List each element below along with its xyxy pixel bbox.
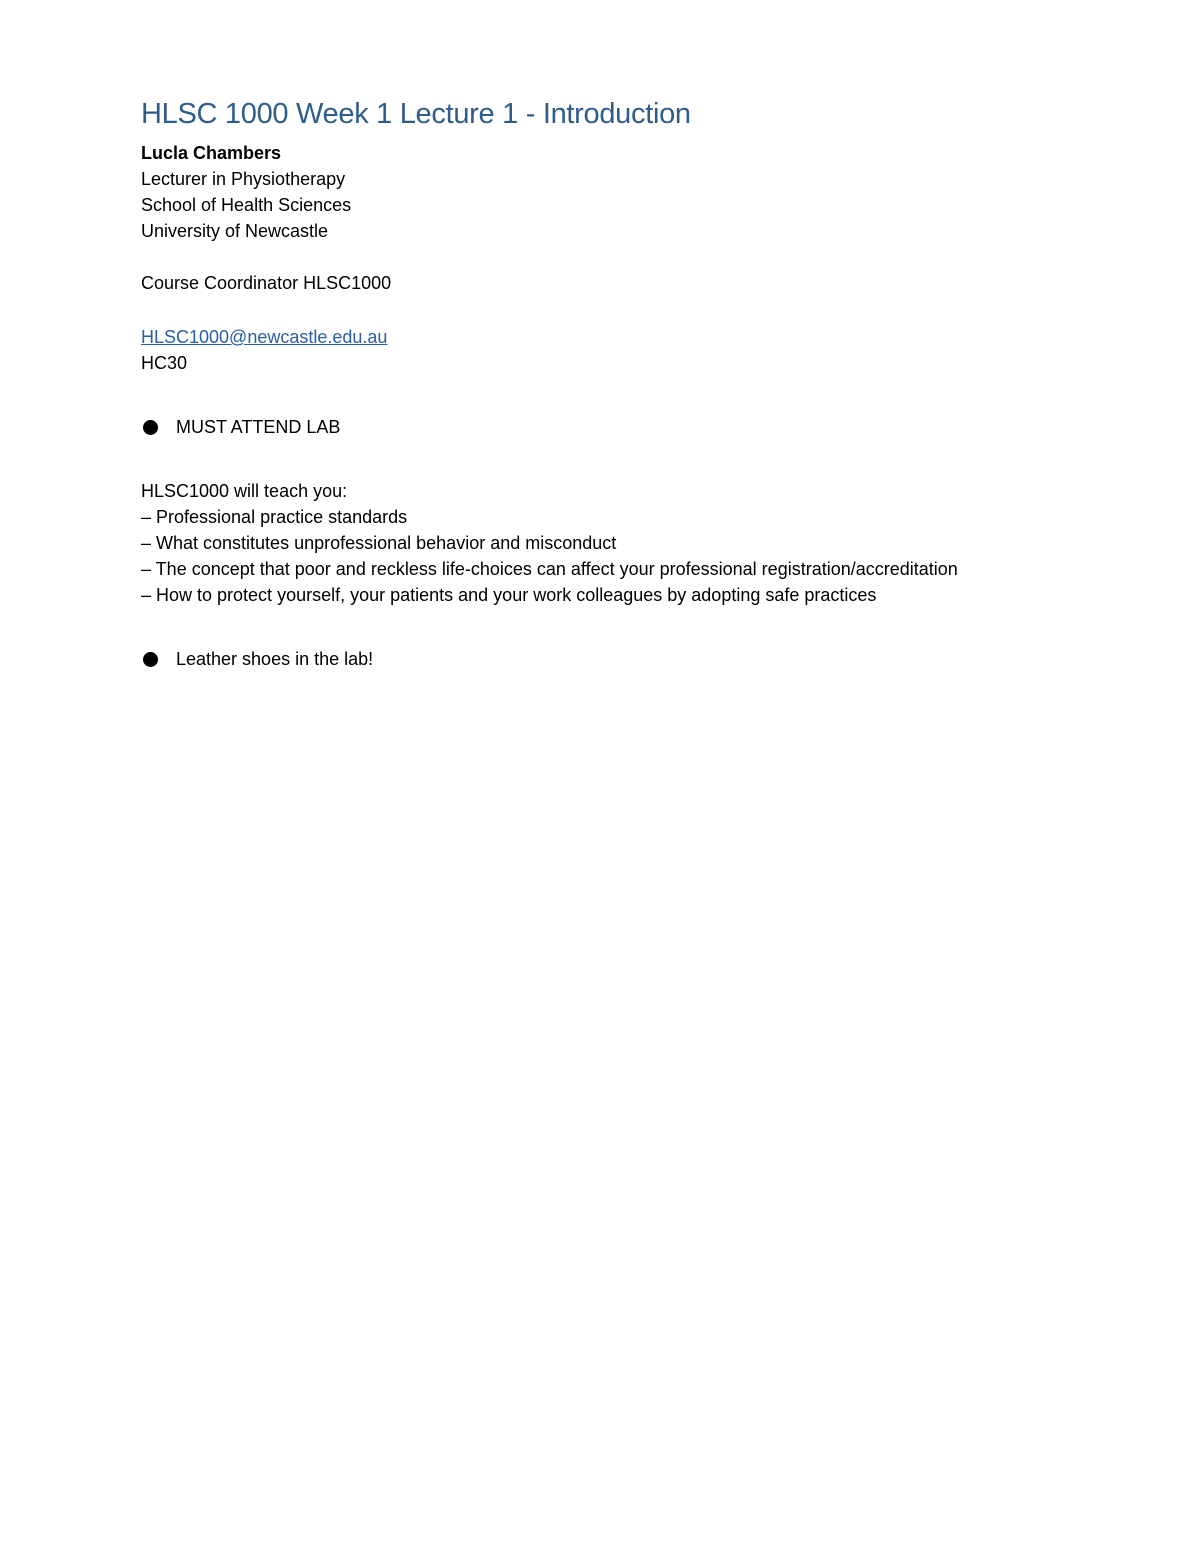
teach-item: – The concept that poor and reckless life-choices can affect your professional registration/accreditation bbox=[141, 559, 958, 579]
bullet-icon bbox=[143, 652, 158, 667]
bullet-item-must-attend-lab bbox=[141, 414, 1141, 440]
author-role: Lecturer in Physiotherapy bbox=[141, 169, 346, 189]
document-body bbox=[141, 96, 1141, 672]
spacer bbox=[141, 376, 1141, 414]
teach-item: – Professional practice standards bbox=[141, 507, 408, 527]
room-code: HC30 bbox=[141, 353, 188, 373]
course-coordinator: Course Coordinator HLSC1000 bbox=[141, 273, 392, 293]
spacer bbox=[141, 440, 1141, 478]
email-line bbox=[141, 324, 1141, 350]
spacer bbox=[141, 244, 1141, 270]
spacer bbox=[141, 608, 1141, 646]
bullet-text: MUST ATTEND LAB bbox=[176, 417, 341, 437]
teach-intro: HLSC1000 will teach you: bbox=[141, 481, 348, 501]
author-university: University of Newcastle bbox=[141, 221, 329, 241]
bullet-text: Leather shoes in the lab! bbox=[176, 649, 374, 669]
bullet-icon bbox=[143, 420, 158, 435]
spacer bbox=[141, 296, 1141, 324]
teach-item: – How to protect yourself, your patients and your work colleagues by adopting safe practices bbox=[141, 585, 877, 605]
author-school: School of Health Sciences bbox=[141, 195, 352, 215]
email-link[interactable]: HLSC1000@newcastle.edu.au bbox=[141, 327, 388, 347]
teach-item: – What constitutes unprofessional behavior and misconduct bbox=[141, 533, 617, 553]
bullet-item-leather-shoes bbox=[141, 646, 1141, 672]
document-title: HLSC 1000 Week 1 Lecture 1 - Introduction bbox=[141, 98, 691, 130]
author-name: Lucla Chambers bbox=[141, 143, 282, 163]
